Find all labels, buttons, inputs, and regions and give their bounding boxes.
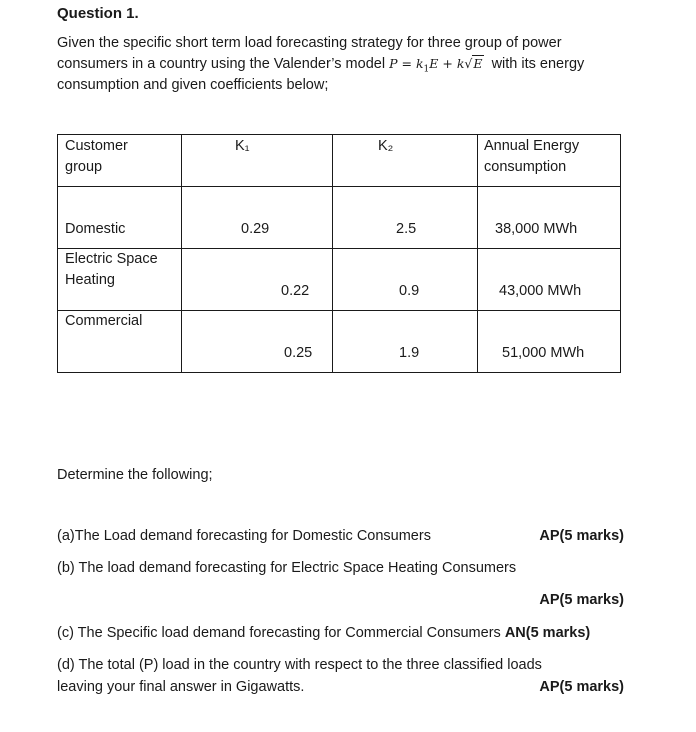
task-a-text: (a)The Load demand forecasting for Domestic Consumers <box>57 528 431 544</box>
table-row <box>58 187 621 249</box>
formula-k1: k <box>415 56 424 71</box>
row-k1-value: 0.22 <box>281 283 310 299</box>
formula-k1-sub: 1 <box>423 64 430 75</box>
intro-line-2-post: with its energy <box>491 56 585 72</box>
header-energy-line-2: consumption <box>484 159 567 175</box>
tasks-heading: Determine the following; <box>57 467 213 483</box>
formula-k: k <box>456 56 465 71</box>
task-c-line <box>57 625 590 641</box>
header-group-line-2: group <box>65 159 103 175</box>
row-k2-cell <box>333 311 478 373</box>
formula-e2: E <box>473 56 483 71</box>
row-group-label-line-2: Heating <box>65 272 115 288</box>
intro-line-2-pre: consumers in a country using the Valender’s model <box>57 56 386 72</box>
row-k2-value: 1.9 <box>399 345 420 361</box>
header-cell-k1 <box>182 135 333 187</box>
header-k1: K₁ <box>235 138 250 154</box>
row-k2-cell <box>333 249 478 311</box>
row-group-label-line-1: Electric Space <box>65 251 158 267</box>
task-b-marks: AP(5 marks) <box>539 592 624 608</box>
question-title: Question 1. <box>57 5 139 22</box>
formula-plus: + <box>442 56 453 71</box>
row-k1-value: 0.25 <box>284 345 313 361</box>
row-k1-value: 0.29 <box>241 221 270 237</box>
intro-line-2 <box>57 56 584 75</box>
task-d-line-1: (d) The total (P) load in the country with respect to the three classified loads <box>57 657 542 673</box>
row-energy-value: 38,000 MWh <box>495 221 578 237</box>
header-cell-k2 <box>333 135 478 187</box>
row-group-cell <box>58 311 182 373</box>
task-b-text: (b) The load demand forecasting for Electric Space Heating Consumers <box>57 560 517 576</box>
row-k2-value: 2.5 <box>396 221 417 237</box>
task-c-marks: AN(5 marks) <box>504 625 591 641</box>
row-k1-cell <box>182 187 333 249</box>
table-header-row <box>58 135 621 187</box>
row-energy-cell <box>478 187 621 249</box>
header-k2: K₂ <box>378 138 394 154</box>
row-k2-cell <box>333 187 478 249</box>
intro-line-3: consumption and given coefficients below; <box>57 77 329 93</box>
coefficients-table <box>57 134 621 373</box>
row-group-cell <box>58 249 182 311</box>
header-energy-line-1: Annual Energy <box>484 138 580 154</box>
formula-e1: E <box>429 56 439 71</box>
row-k2-value: 0.9 <box>399 283 420 299</box>
row-group-label: Domestic <box>65 221 126 237</box>
table-row <box>58 311 621 373</box>
formula-p: P <box>389 56 398 71</box>
task-c-text: (c) The Specific load demand forecasting for Commercial Consumers <box>57 625 501 641</box>
header-group-line-1: Customer <box>65 138 128 154</box>
row-group-cell <box>58 187 182 249</box>
row-k1-cell <box>182 249 333 311</box>
row-energy-cell <box>478 311 621 373</box>
row-energy-cell <box>478 249 621 311</box>
header-cell-energy <box>478 135 621 187</box>
formula-eq: = <box>401 56 412 71</box>
task-a-marks: AP(5 marks) <box>539 528 624 544</box>
header-cell-group <box>58 135 182 187</box>
sqrt-sign: √ <box>464 56 473 71</box>
row-energy-value: 43,000 MWh <box>499 283 582 299</box>
row-k1-cell <box>182 311 333 373</box>
intro-line-1: Given the specific short term load forecasting strategy for three group of power <box>57 35 562 51</box>
task-d-line-2: leaving your final answer in Gigawatts. <box>57 679 305 695</box>
valender-formula <box>389 56 483 75</box>
sqrt-symbol <box>464 56 483 71</box>
row-group-label: Commercial <box>65 313 143 329</box>
table-row <box>58 249 621 311</box>
task-d-marks: AP(5 marks) <box>539 679 624 695</box>
row-energy-value: 51,000 MWh <box>502 345 585 361</box>
